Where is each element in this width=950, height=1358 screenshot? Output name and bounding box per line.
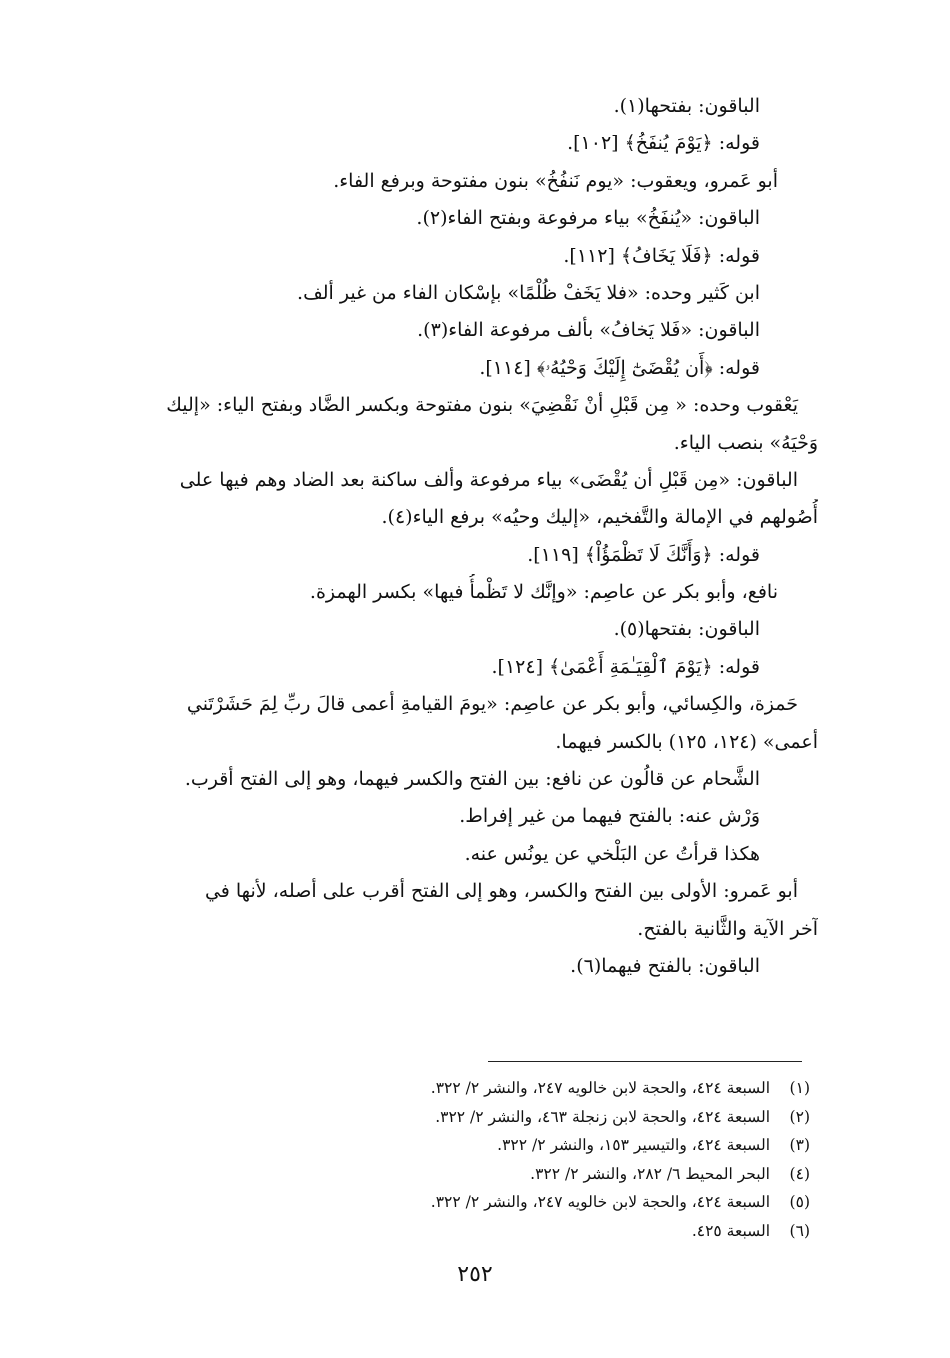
footnote-text: السبعة ٤٢٤، والتيسير ١٥٣، والنشر ٢/ ٣٢٢.: [497, 1136, 770, 1155]
text-line: الباقون: «مِن قَبْلِ أن يُقْضَى» بياء مرفوعة وألف ساكنة بعد الضاد وهم فيها على: [179, 468, 798, 491]
text-line: هكذا قرأتُ عن البَلْخي عن يونُس عنه.: [464, 842, 760, 865]
footnote-text: السبعة ٤٢٥.: [691, 1221, 770, 1240]
footnote-number: (٦): [789, 1221, 810, 1240]
text-line: قوله: ﴿يَوْمَ يُنفَخُ﴾ [١٠٢].: [567, 132, 760, 155]
footnote-text: السبعة ٤٢٤، والحجة لابن زنجلة ٤٦٣، والنشر ٢/ ٣٢٢.: [435, 1107, 770, 1126]
text-line: الباقون: «يُنفَخُ» بياء مرفوعة وبفتح الفاء(٢).: [416, 207, 760, 230]
text-line: أُصُولهم في الإمالة والتَّفخيم، «إليك وحيُه» برفع الياء(٤).: [381, 506, 818, 529]
footnote: [290, 1074, 810, 1103]
text-line: قوله: ﴿وَأَنَّكَ لَا تَظْمَؤُاْ﴾ [١١٩].: [527, 543, 760, 566]
footnote-number: (٣): [789, 1136, 810, 1155]
footnote-text: السبعة ٤٢٤، والحجة لابن خالويه ٢٤٧، والنشر ٢/ ٣٢٢.: [430, 1193, 770, 1212]
page-number: ٢٥٢: [457, 1262, 493, 1287]
footnote-text: البحر المحيط ٦/ ٢٨٢، والنشر ٢/ ٣٢٢.: [530, 1164, 770, 1183]
text-line: ابن كَثير وحده: «فلا يَخَفْ ظُلْمًا» بإسْكان الفاء من غير ألف.: [297, 281, 760, 304]
text-line: قوله: ﴿أَن يُقْضَىٰٓ إِلَيْكَ وَحْيُهُۥ﴾ [١١٤].: [479, 356, 760, 379]
footnote-number: (١): [789, 1079, 810, 1097]
footnote: [290, 1131, 810, 1160]
text-line: الباقون: بالفتح فيهما(٦).: [570, 954, 760, 977]
footnote: [290, 1188, 810, 1217]
footnote-separator: [488, 1061, 802, 1062]
text-line: يَعْقوب وحده: « مِن قَبْلِ أنْ نَقْضِيَ» بنون مفتوحة وبكسر الضَّاد وبفتح الياء: «إليك: [166, 394, 798, 417]
text-line: أبو عَمرو: الأولى بين الفتح والكسر، وهو إلى الفتح أقرب على أصله، لأنها في: [204, 880, 798, 903]
text-line: حَمزة، والكِسائي، وأبو بكر عن عاصِم: «يومَ القيامةِ أعمى قالَ ربِّ لِمَ حَشَرْتَني: [186, 693, 798, 716]
text-line: وَحْيَهُ» بنصب الياء.: [673, 431, 818, 454]
footnote: [290, 1217, 810, 1246]
text-line: الباقون: «فَلا يَخافُ» بألف مرفوعة الفاء(٣).: [417, 319, 760, 342]
text-line: أعمى» (١٢٤، ١٢٥) بالكسر فيهما.: [555, 730, 818, 753]
footnote: [290, 1160, 810, 1189]
footnotes: [290, 1074, 810, 1246]
text-line: الباقون: بفتحها(٥).: [613, 618, 760, 641]
footnote-number: (٤): [789, 1164, 810, 1183]
body-text: [66, 88, 818, 985]
footnote-number: (٢): [789, 1107, 810, 1126]
text-line: الباقون: بفتحها(١).: [613, 95, 760, 117]
text-line: آخر الآية والثَّانية بالفتح.: [637, 917, 818, 940]
text-line: أبو عَمرو، ويعقوب: «يوم نَنفُخُ» بنون مفتوحة وبرفع الفاء.: [333, 169, 778, 192]
text-line: الشَّحام عن قالُون عن نافع: بين الفتح والكسر فيهما، وهو إلى الفتح أقرب.: [184, 768, 760, 791]
text-line: قوله: ﴿يَوْمَ ٱلْقِيَـٰمَةِ أَعْمَىٰ﴾ [١٢٤].: [491, 655, 760, 678]
text-line: وَرْش عنه: بالفتح فيهما من غير إفراط.: [459, 805, 760, 828]
footnote-text: السبعة ٤٢٤، والحجة لابن خالويه ٢٤٧، والنشر ٢/ ٣٢٢.: [430, 1079, 770, 1097]
text-line: نافع، وأبو بكر عن عاصِم: «وإنَّك لا تَظْمأُ فيها» بكسر الهمزة.: [309, 581, 778, 604]
footnote: [290, 1103, 810, 1132]
footnote-number: (٥): [789, 1193, 810, 1212]
text-line: قوله: ﴿فَلَا يَخَافُ﴾ [١١٢].: [563, 244, 760, 267]
